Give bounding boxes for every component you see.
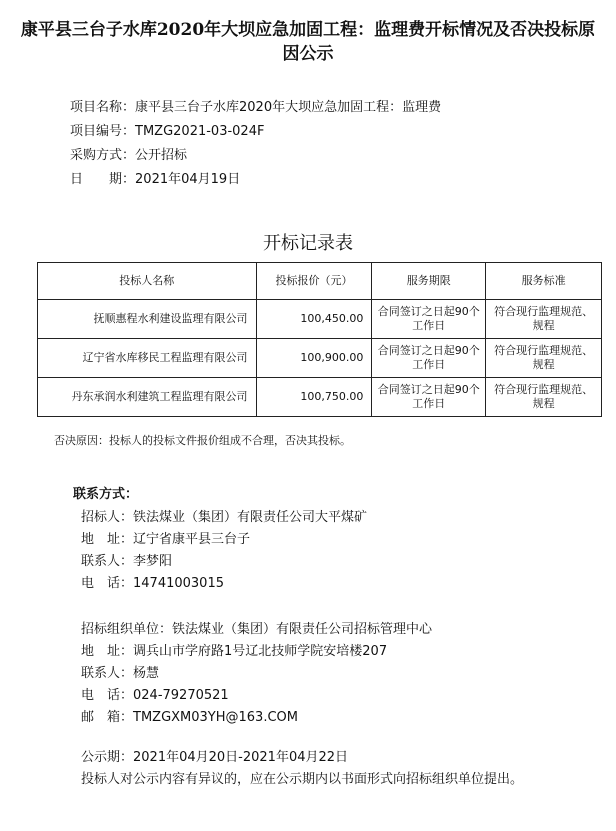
bidder-name: 抚顺惠程水利建设监理有限公司 — [38, 300, 257, 339]
procurement-method-value: 公开招标 — [135, 148, 188, 163]
bidder-name: 丹东承润水利建筑工程监理有限公司 — [38, 378, 257, 417]
project-name-value: 康平县三台子水库2020年大坝应急加固工程：监理费 — [135, 100, 442, 115]
project-number-value: TMZG2021-03-024F — [135, 124, 265, 139]
tender-agency: 招标组织单位：铁法煤业（集团）有限责任公司招标管理中心 — [81, 622, 433, 637]
project-number-row — [70, 120, 441, 144]
tenderer: 招标人：铁法煤业（集团）有限责任公司大平煤矿 — [81, 510, 368, 525]
service-standard: 符合现行监理规范、规程 — [486, 339, 602, 378]
date-row — [70, 168, 441, 192]
project-meta — [70, 96, 441, 192]
contact-section — [73, 483, 432, 729]
date-label-part-2: 期： — [109, 172, 136, 187]
service-standard: 符合现行监理规范、规程 — [486, 300, 602, 339]
date-label-part-1: 日 — [70, 172, 84, 187]
bid-price: 100,750.00 — [256, 378, 372, 417]
bidder-name: 辽宁省水库移民工程监理有限公司 — [38, 339, 257, 378]
procurement-method-label: 采购方式： — [70, 148, 136, 163]
tenderer-address: 地 址：辽宁省康平县三台子 — [81, 532, 251, 547]
agency-phone: 电 话：024-79270521 — [81, 688, 229, 703]
table-header-row — [38, 263, 602, 300]
header-service-period: 服务期限 — [372, 263, 486, 300]
bid-price: 100,900.00 — [256, 339, 372, 378]
date-label — [70, 168, 135, 192]
service-period: 合同签订之日起90个工作日 — [372, 339, 486, 378]
page-title: 康平县三台子水库2020年大坝应急加固工程：监理费开标情况及否决投标原因公示 — [20, 20, 596, 64]
publicity-period: 公示期：2021年04月20日-2021年04月22日 — [81, 750, 349, 765]
table-title: 开标记录表 — [263, 233, 353, 254]
agency-email: 邮 箱：TMZGXM03YH@163.COM — [81, 710, 298, 725]
bid-opening-table — [37, 262, 602, 417]
project-number-label: 项目编号： — [70, 124, 136, 139]
agency-contact-person: 联系人：杨慧 — [81, 666, 160, 681]
table-row — [38, 300, 602, 339]
header-price: 投标报价（元） — [256, 263, 372, 300]
objection-note: 投标人对公示内容有异议的，应在公示期内以书面形式向招标组织单位提出。 — [81, 772, 524, 787]
date-value: 2021年04月19日 — [135, 172, 241, 187]
tenderer-phone: 电 话：14741003015 — [81, 576, 224, 591]
header-service-standard: 服务标准 — [486, 263, 602, 300]
tenderer-contact-person: 联系人：李梦阳 — [81, 554, 173, 569]
header-bidder: 投标人名称 — [38, 263, 257, 300]
service-period: 合同签订之日起90个工作日 — [372, 378, 486, 417]
table-row — [38, 378, 602, 417]
bid-price: 100,450.00 — [256, 300, 372, 339]
service-standard: 符合现行监理规范、规程 — [486, 378, 602, 417]
project-name-row — [70, 96, 441, 120]
service-period: 合同签订之日起90个工作日 — [372, 300, 486, 339]
rejection-reason: 否决原因：投标人的投标文件报价组成不合理，否决其投标。 — [54, 434, 351, 447]
project-name-label: 项目名称： — [70, 100, 136, 115]
agency-address: 地 址：调兵山市学府路1号辽北技师学院安培楼207 — [81, 644, 388, 659]
contact-heading: 联系方式： — [73, 487, 139, 502]
table-row — [38, 339, 602, 378]
publicity-notice — [81, 747, 523, 791]
procurement-method-row — [70, 144, 441, 168]
